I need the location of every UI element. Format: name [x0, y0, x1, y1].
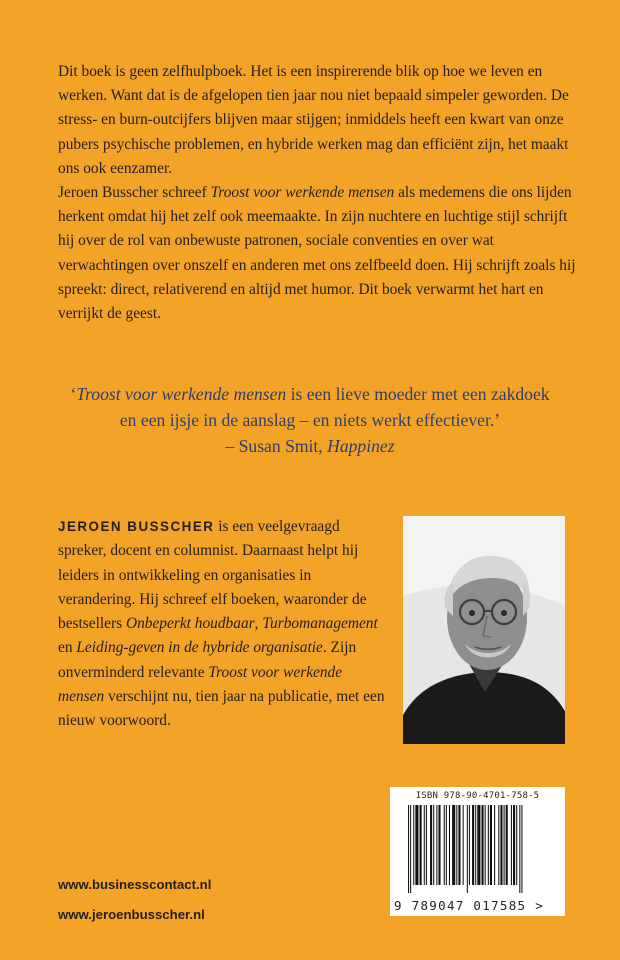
barcode-bar — [410, 805, 411, 893]
barcode-bar — [500, 805, 502, 885]
barcode-bar — [446, 805, 447, 885]
barcode-bar — [485, 805, 486, 885]
bio-text: verschijnt nu, tien jaar na publicatie, met een nieuw voorwoord. — [58, 688, 385, 730]
bio-text: . Zijn onverminderd relevante — [58, 639, 357, 681]
quote-book-title: Troost voor werkende mensen — [76, 384, 287, 404]
link-businesscontact[interactable]: www.businesscontact.nl — [58, 877, 212, 892]
barcode-icon — [408, 805, 560, 893]
bio-book-title: Troost voor werkende mensen — [58, 663, 343, 706]
barcode-bar — [513, 805, 515, 885]
barcode-bar — [415, 805, 418, 885]
barcode-bar — [469, 805, 470, 885]
quote-text: is een lieve moeder met een zakdoek — [286, 384, 550, 404]
website-links — [58, 870, 211, 930]
barcode-bar — [452, 805, 455, 885]
bio-text: en — [58, 639, 77, 657]
quote-attribution — [40, 433, 580, 459]
bio-text: , — [254, 615, 263, 633]
bio-text: is een veelgevraagd spreker, docent en columnist. Daarnaast helpt hij leiders in ontwikkeling en organisaties in verandering. Hij schreef elf boeken, waaronder de bestsellers — [58, 518, 367, 633]
barcode-bar — [472, 805, 474, 885]
barcode-bar — [498, 805, 499, 885]
author-bio — [58, 515, 388, 734]
barcode-bar — [420, 805, 422, 885]
description-paragraph-2 — [58, 181, 578, 326]
description-paragraph-1: Dit boek is geen zelfhulpboek. Het is een inspirerende blik op hoe we leven en werken. Want dat is de afgelopen tien jaar nou niet bepaald simpeler geworden. De stress- en burn-outcijfers blijven maar stijgen; inmiddels heeft een kwart van onze pubers psychische problemen, en hybride werken mag dan efficiënt zijn, het maakt ons ook eenzamer. — [58, 63, 569, 177]
barcode-digits: 9 789047 017585 > — [394, 898, 545, 913]
barcode-bar — [444, 805, 445, 885]
barcode-bar — [424, 805, 425, 885]
bio-book-title: Onbeperkt houdbaar — [125, 615, 255, 633]
book-title: Troost voor werkende mensen — [210, 184, 395, 202]
barcode-bar — [477, 805, 480, 885]
barcode-bar — [458, 805, 460, 885]
barcode-bar — [490, 805, 492, 885]
barcode-bar — [449, 805, 450, 885]
barcode-bar — [456, 805, 457, 885]
barcode-bar — [433, 805, 434, 885]
author-portrait-icon — [403, 516, 565, 744]
isbn-label: ISBN 978-90-4701-758-5 — [415, 791, 540, 801]
barcode-bar — [521, 805, 522, 893]
barcode-bar — [494, 805, 495, 885]
quote-line-2: en een ijsje in de aanslag – en niets werkt effectiever.’ — [119, 410, 501, 430]
barcode-bar — [426, 805, 427, 885]
barcode-bar — [511, 805, 512, 885]
barcode-bar — [436, 805, 437, 885]
review-quote — [40, 381, 580, 459]
quote-mark: ‘ — [70, 384, 77, 404]
author-photo — [403, 516, 565, 744]
barcode-bar — [475, 805, 476, 885]
quote-source: Happinez — [327, 436, 395, 456]
barcode-bar — [504, 805, 505, 885]
book-description — [58, 60, 578, 326]
barcode-bar — [438, 805, 440, 885]
quote-line-1 — [40, 381, 580, 407]
barcode-bar — [488, 805, 489, 885]
description-text: als medemens die ons lijden herkent omdat hij het zelf ook meemaakte. In zijn nuchtere en luchtige stijl schrijft hij over de rol van onbewuste patronen, sociale conventies en over wat verwachtingen over onszelf en anderen met ons zelfbeeld doen. Hij schrijft zoals hij spreekt: direct, relativerend en altijd met humor. Dit boek verwarmt het hart en verrijkt de geest. — [58, 184, 576, 323]
bio-book-title: Turbomanagement — [262, 615, 378, 633]
bio-paragraph — [58, 515, 388, 734]
isbn-barcode — [390, 787, 565, 916]
barcode-bar — [463, 805, 464, 885]
bio-book-title: Leiding-geven in de hybride organisatie — [76, 639, 323, 657]
author-name: JEROEN BUSSCHER — [58, 519, 215, 534]
barcode-bar — [482, 805, 484, 885]
barcode-bar — [506, 805, 508, 885]
barcode-bar — [467, 805, 468, 893]
barcode-bar — [519, 805, 520, 893]
link-jeroenbusscher[interactable]: www.jeroenbusscher.nl — [58, 907, 205, 922]
barcode-bar — [430, 805, 432, 885]
quote-author: – Susan Smit, — [225, 436, 328, 456]
description-text: Jeroen Busscher schreef — [58, 184, 211, 202]
barcode-bar — [516, 805, 517, 885]
barcode-bar — [408, 805, 409, 893]
barcode-bar — [413, 805, 414, 885]
